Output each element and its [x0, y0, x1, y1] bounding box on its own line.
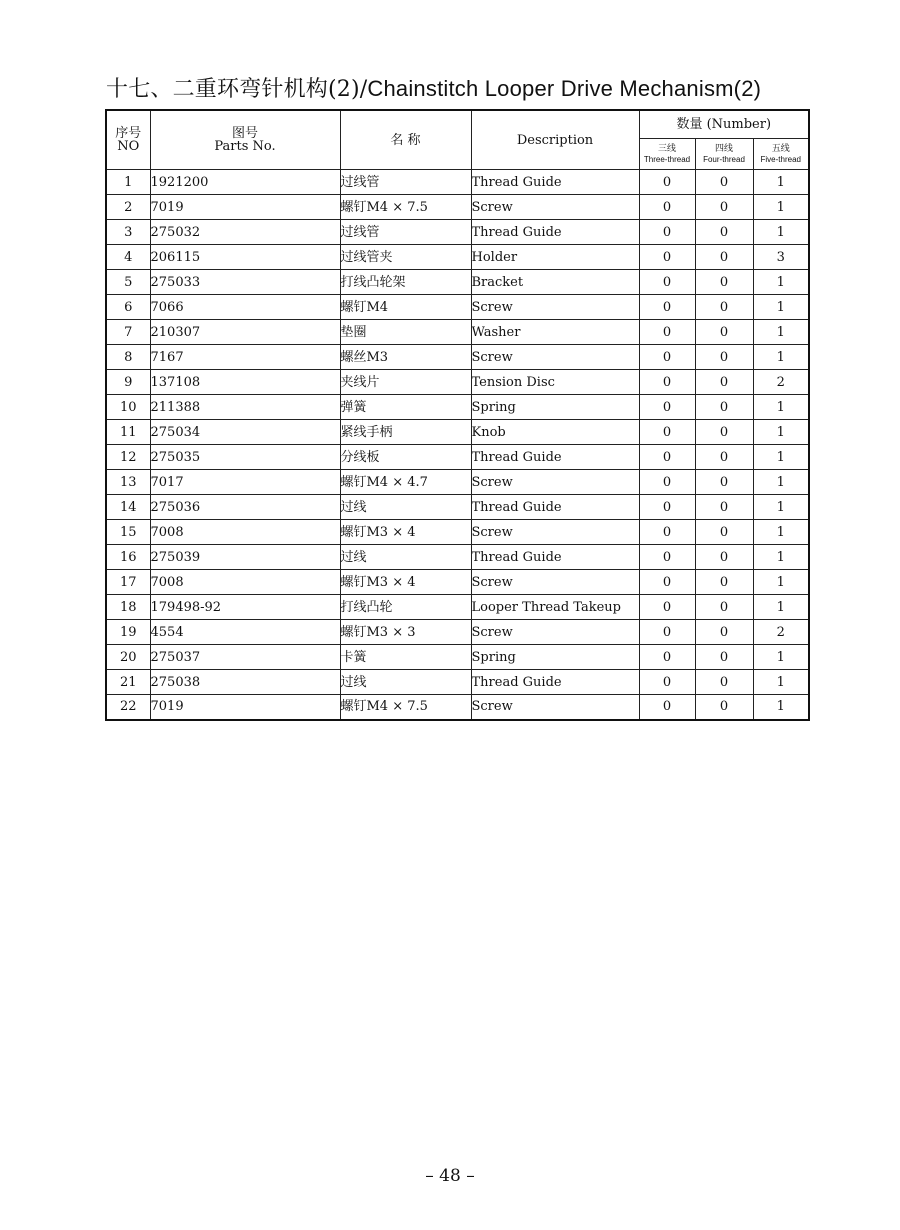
cell-description: Screw — [471, 195, 639, 220]
cell-no: 20 — [106, 645, 150, 670]
header-no-en: NO — [117, 139, 140, 154]
cell-three-thread: 0 — [639, 695, 695, 720]
cell-three-thread: 0 — [639, 520, 695, 545]
cell-three-thread: 0 — [639, 295, 695, 320]
cell-name: 螺丝M3 — [340, 345, 471, 370]
cell-no: 14 — [106, 495, 150, 520]
cell-four-thread: 0 — [695, 445, 753, 470]
cell-description: Thread Guide — [471, 170, 639, 195]
header-no-zh: 序号 — [115, 126, 142, 141]
cell-no: 5 — [106, 270, 150, 295]
cell-no: 3 — [106, 220, 150, 245]
cell-parts-no: 1921200 — [150, 170, 340, 195]
cell-four-thread: 0 — [695, 520, 753, 545]
header-five-en: Five-thread — [760, 154, 801, 164]
cell-parts-no: 275032 — [150, 220, 340, 245]
cell-name: 过线管 — [340, 220, 471, 245]
cell-parts-no: 275037 — [150, 645, 340, 670]
cell-three-thread: 0 — [639, 270, 695, 295]
cell-three-thread: 0 — [639, 195, 695, 220]
table-header — [106, 110, 809, 170]
cell-parts-no: 179498-92 — [150, 595, 340, 620]
cell-description: Spring — [471, 395, 639, 420]
cell-five-thread: 1 — [753, 345, 809, 370]
cell-parts-no: 211388 — [150, 395, 340, 420]
header-parts-en: Parts No. — [214, 139, 276, 154]
cell-parts-no: 7019 — [150, 695, 340, 720]
header-number: 数量 (Number) — [639, 110, 809, 139]
cell-name: 螺钉M3 × 4 — [340, 520, 471, 545]
cell-parts-no: 4554 — [150, 620, 340, 645]
cell-three-thread: 0 — [639, 170, 695, 195]
cell-five-thread: 1 — [753, 395, 809, 420]
cell-description: Holder — [471, 245, 639, 270]
table-row — [106, 420, 809, 445]
cell-three-thread: 0 — [639, 470, 695, 495]
table-row — [106, 645, 809, 670]
cell-three-thread: 0 — [639, 345, 695, 370]
cell-four-thread: 0 — [695, 420, 753, 445]
cell-three-thread: 0 — [639, 445, 695, 470]
header-four-thread — [695, 139, 753, 170]
header-four-zh: 四线 — [714, 143, 733, 154]
cell-name: 过线 — [340, 670, 471, 695]
page-title — [106, 72, 761, 103]
cell-no: 9 — [106, 370, 150, 395]
table-row — [106, 245, 809, 270]
cell-five-thread: 1 — [753, 520, 809, 545]
cell-description: Screw — [471, 345, 639, 370]
cell-name: 螺钉M3 × 4 — [340, 570, 471, 595]
cell-no: 7 — [106, 320, 150, 345]
cell-five-thread: 1 — [753, 270, 809, 295]
cell-no: 19 — [106, 620, 150, 645]
header-parts-zh: 图号 — [231, 126, 258, 141]
table-row — [106, 195, 809, 220]
cell-name: 过线 — [340, 495, 471, 520]
header-three-thread — [639, 139, 695, 170]
table-row — [106, 595, 809, 620]
cell-parts-no: 7019 — [150, 195, 340, 220]
cell-name: 螺钉M4 — [340, 295, 471, 320]
cell-parts-no: 137108 — [150, 370, 340, 395]
cell-no: 6 — [106, 295, 150, 320]
cell-three-thread: 0 — [639, 595, 695, 620]
table-row — [106, 370, 809, 395]
cell-name: 卡簧 — [340, 645, 471, 670]
cell-no: 21 — [106, 670, 150, 695]
cell-description: Screw — [471, 470, 639, 495]
cell-parts-no: 206115 — [150, 245, 340, 270]
cell-five-thread: 1 — [753, 320, 809, 345]
header-description: Description — [471, 110, 639, 170]
cell-three-thread: 0 — [639, 670, 695, 695]
cell-parts-no: 275039 — [150, 545, 340, 570]
cell-five-thread: 1 — [753, 495, 809, 520]
cell-description: Looper Thread Takeup — [471, 595, 639, 620]
table-row — [106, 520, 809, 545]
cell-five-thread: 1 — [753, 595, 809, 620]
cell-description: Knob — [471, 420, 639, 445]
cell-three-thread: 0 — [639, 220, 695, 245]
table-row — [106, 320, 809, 345]
cell-four-thread: 0 — [695, 570, 753, 595]
cell-no: 16 — [106, 545, 150, 570]
cell-parts-no: 7008 — [150, 570, 340, 595]
cell-no: 18 — [106, 595, 150, 620]
cell-four-thread: 0 — [695, 645, 753, 670]
cell-three-thread: 0 — [639, 545, 695, 570]
cell-description: Bracket — [471, 270, 639, 295]
cell-four-thread: 0 — [695, 270, 753, 295]
cell-description: Thread Guide — [471, 495, 639, 520]
cell-description: Washer — [471, 320, 639, 345]
cell-description: Screw — [471, 295, 639, 320]
cell-no: 11 — [106, 420, 150, 445]
cell-four-thread: 0 — [695, 495, 753, 520]
cell-four-thread: 0 — [695, 220, 753, 245]
header-name: 名 称 — [340, 110, 471, 170]
header-three-zh: 三线 — [657, 143, 676, 154]
cell-description: Screw — [471, 620, 639, 645]
table-row — [106, 445, 809, 470]
cell-four-thread: 0 — [695, 395, 753, 420]
cell-four-thread: 0 — [695, 370, 753, 395]
cell-name: 垫圈 — [340, 320, 471, 345]
cell-no: 17 — [106, 570, 150, 595]
cell-four-thread: 0 — [695, 620, 753, 645]
table-row — [106, 295, 809, 320]
cell-no: 10 — [106, 395, 150, 420]
cell-name: 过线管夹 — [340, 245, 471, 270]
cell-five-thread: 1 — [753, 545, 809, 570]
header-five-zh: 五线 — [771, 143, 790, 154]
cell-four-thread: 0 — [695, 170, 753, 195]
cell-five-thread: 1 — [753, 170, 809, 195]
cell-name: 紧线手柄 — [340, 420, 471, 445]
cell-description: Thread Guide — [471, 445, 639, 470]
table-body — [106, 170, 809, 720]
cell-name: 螺钉M3 × 3 — [340, 620, 471, 645]
cell-five-thread: 1 — [753, 195, 809, 220]
cell-four-thread: 0 — [695, 245, 753, 270]
cell-name: 螺钉M4 × 4.7 — [340, 470, 471, 495]
cell-description: Screw — [471, 520, 639, 545]
cell-parts-no: 7017 — [150, 470, 340, 495]
table-row — [106, 345, 809, 370]
cell-parts-no: 275034 — [150, 420, 340, 445]
cell-four-thread: 0 — [695, 470, 753, 495]
cell-four-thread: 0 — [695, 595, 753, 620]
table-row — [106, 470, 809, 495]
cell-description: Thread Guide — [471, 220, 639, 245]
header-parts-no — [150, 110, 340, 170]
cell-description: Thread Guide — [471, 670, 639, 695]
table-row — [106, 395, 809, 420]
cell-three-thread: 0 — [639, 320, 695, 345]
table-row — [106, 620, 809, 645]
cell-four-thread: 0 — [695, 695, 753, 720]
parts-table — [105, 109, 810, 721]
cell-parts-no: 7167 — [150, 345, 340, 370]
cell-five-thread: 2 — [753, 620, 809, 645]
table-row — [106, 270, 809, 295]
header-three-en: Three-thread — [643, 154, 691, 164]
cell-parts-no: 275033 — [150, 270, 340, 295]
cell-five-thread: 1 — [753, 670, 809, 695]
cell-four-thread: 0 — [695, 320, 753, 345]
cell-description: Tension Disc — [471, 370, 639, 395]
cell-four-thread: 0 — [695, 670, 753, 695]
cell-parts-no: 275035 — [150, 445, 340, 470]
cell-parts-no: 275036 — [150, 495, 340, 520]
header-no — [106, 110, 150, 170]
cell-no: 22 — [106, 695, 150, 720]
cell-five-thread: 1 — [753, 295, 809, 320]
cell-no: 15 — [106, 520, 150, 545]
cell-three-thread: 0 — [639, 645, 695, 670]
cell-three-thread: 0 — [639, 395, 695, 420]
cell-five-thread: 1 — [753, 695, 809, 720]
cell-three-thread: 0 — [639, 620, 695, 645]
table-row — [106, 695, 809, 720]
cell-no: 4 — [106, 245, 150, 270]
cell-no: 2 — [106, 195, 150, 220]
page-title-zh: 十七、二重环弯针机构(2)/ — [106, 77, 368, 102]
cell-no: 8 — [106, 345, 150, 370]
cell-three-thread: 0 — [639, 245, 695, 270]
table-row — [106, 670, 809, 695]
table-row — [106, 220, 809, 245]
cell-no: 1 — [106, 170, 150, 195]
cell-five-thread: 1 — [753, 420, 809, 445]
cell-three-thread: 0 — [639, 420, 695, 445]
table-row — [106, 170, 809, 195]
cell-parts-no: 7066 — [150, 295, 340, 320]
cell-parts-no: 210307 — [150, 320, 340, 345]
cell-name: 夹线片 — [340, 370, 471, 395]
cell-three-thread: 0 — [639, 570, 695, 595]
cell-name: 螺钉M4 × 7.5 — [340, 195, 471, 220]
cell-parts-no: 7008 — [150, 520, 340, 545]
cell-name: 打线凸轮 — [340, 595, 471, 620]
cell-name: 过线管 — [340, 170, 471, 195]
cell-name: 过线 — [340, 545, 471, 570]
table-row — [106, 495, 809, 520]
cell-no: 13 — [106, 470, 150, 495]
cell-five-thread: 1 — [753, 570, 809, 595]
cell-five-thread: 1 — [753, 445, 809, 470]
cell-five-thread: 2 — [753, 370, 809, 395]
cell-four-thread: 0 — [695, 195, 753, 220]
cell-five-thread: 1 — [753, 470, 809, 495]
header-five-thread — [753, 139, 809, 170]
cell-description: Spring — [471, 645, 639, 670]
cell-name: 弹簧 — [340, 395, 471, 420]
table-row — [106, 545, 809, 570]
cell-five-thread: 1 — [753, 220, 809, 245]
cell-three-thread: 0 — [639, 495, 695, 520]
cell-name: 打线凸轮架 — [340, 270, 471, 295]
header-four-en: Four-thread — [703, 154, 745, 164]
cell-five-thread: 3 — [753, 245, 809, 270]
cell-description: Screw — [471, 570, 639, 595]
cell-name: 螺钉M4 × 7.5 — [340, 695, 471, 720]
cell-description: Screw — [471, 695, 639, 720]
cell-five-thread: 1 — [753, 645, 809, 670]
cell-three-thread: 0 — [639, 370, 695, 395]
cell-four-thread: 0 — [695, 295, 753, 320]
cell-four-thread: 0 — [695, 345, 753, 370]
table-row — [106, 570, 809, 595]
page-title-en: Chainstitch Looper Drive Mechanism(2) — [367, 76, 762, 101]
cell-no: 12 — [106, 445, 150, 470]
cell-parts-no: 275038 — [150, 670, 340, 695]
cell-name: 分线板 — [340, 445, 471, 470]
cell-four-thread: 0 — [695, 545, 753, 570]
cell-description: Thread Guide — [471, 545, 639, 570]
page-number: – 48 – — [425, 1166, 475, 1186]
